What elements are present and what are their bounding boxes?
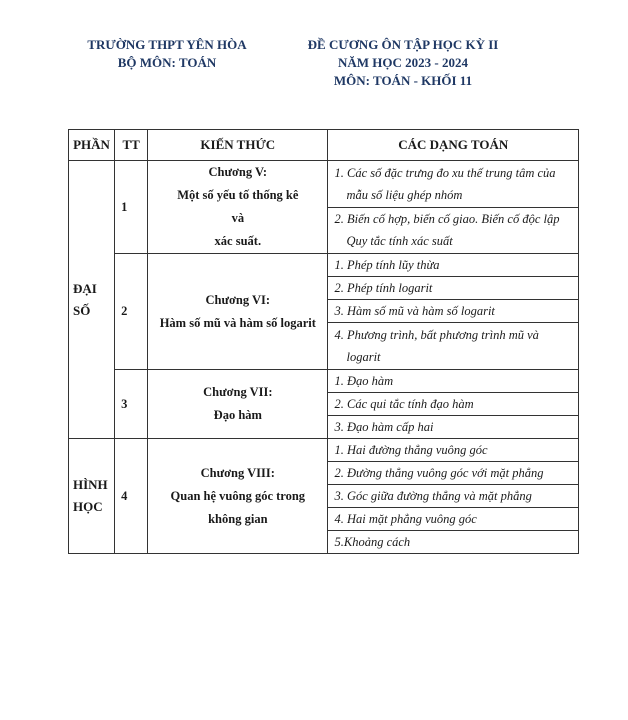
knowledge-line: Chương VI: — [205, 292, 271, 307]
chapter-knowledge — [148, 439, 328, 554]
knowledge-line: không gian — [208, 511, 268, 526]
knowledge-line: Chương VII: — [203, 385, 273, 399]
knowledge-line: và — [231, 211, 245, 225]
topic-item: 2. Phép tính logarit — [328, 277, 579, 300]
section-label-line: HỌC — [73, 499, 103, 514]
chapter-knowledge — [148, 161, 328, 254]
chapter-knowledge — [148, 370, 328, 439]
chapter-number: 2 — [115, 254, 148, 370]
school-year: NĂM HỌC 2023 - 2024 — [338, 55, 468, 70]
topic-item: 1. Phép tính lũy thừa — [328, 254, 579, 277]
chapter-knowledge — [148, 254, 328, 370]
topic-item: 2. Các qui tắc tính đạo hàm — [328, 393, 579, 416]
chapter-number: 4 — [115, 439, 148, 554]
column-header-knowledge: KIẾN THỨC — [148, 130, 328, 161]
document-title: ĐỀ CƯƠNG ÔN TẬP HỌC KỲ II — [307, 37, 499, 52]
topic-item: 3. Góc giữa đường thẳng và mặt phẳng — [328, 485, 579, 508]
knowledge-line: Một số yếu tố thống kê — [177, 188, 299, 202]
knowledge-line: Hàm số mũ và hàm số logarit — [159, 315, 316, 330]
section-label-line: SỐ — [73, 302, 91, 318]
topic-text: 4. Phương trình, bất phương trình mũ và logarit — [334, 328, 539, 364]
section-algebra — [69, 161, 115, 439]
school-name: TRƯỜNG THPT YÊN HÒA — [87, 37, 247, 52]
topic-item — [328, 323, 579, 370]
knowledge-line: xác suất. — [214, 234, 262, 248]
topic-item: 2. Đường thẳng vuông góc với mặt phẳng — [328, 462, 579, 485]
section-geometry — [69, 439, 115, 554]
column-header-number: TT — [115, 130, 148, 161]
topic-item: 5.Khoảng cách — [328, 531, 579, 554]
topic-item: 4. Hai mặt phẳng vuông góc — [328, 508, 579, 531]
table-header-row — [69, 130, 579, 161]
topic-item: 1. Đạo hàm — [328, 370, 579, 393]
section-label-line: HÌNH — [73, 477, 108, 492]
topic-item: 1. Hai đường thẳng vuông góc — [328, 439, 579, 462]
header-right — [298, 36, 508, 90]
topic-item: 3. Hàm số mũ và hàm số logarit — [328, 300, 579, 323]
knowledge-line: Chương V: — [208, 165, 268, 179]
table-row — [69, 254, 579, 277]
column-header-section: PHẦN — [69, 130, 115, 161]
table-row — [69, 439, 579, 462]
header-left — [72, 36, 262, 72]
chapter-number: 1 — [115, 161, 148, 254]
topic-text: 1. Các số đặc trưng đo xu thế trung tâm của mẫu số liệu ghép nhóm — [334, 165, 556, 202]
subject-grade: MÔN: TOÁN - KHỐI 11 — [333, 73, 473, 88]
department-name: BỘ MÔN: TOÁN — [117, 55, 217, 70]
table-row — [69, 161, 579, 208]
syllabus-table — [68, 129, 579, 554]
chapter-number: 3 — [115, 370, 148, 439]
knowledge-line: Quan hệ vuông góc trong — [170, 488, 306, 503]
topic-item: 3. Đạo hàm cấp hai — [328, 416, 579, 439]
section-label-line: ĐẠI — [73, 280, 97, 296]
knowledge-line: Chương VIII: — [200, 465, 275, 480]
topic-item — [328, 207, 579, 254]
table-row — [69, 370, 579, 393]
topic-text: 2. Biến cố hợp, biến cố giao. Biến cố độc lập Quy tắc tính xác suất — [334, 212, 560, 249]
column-header-problem-types: CÁC DẠNG TOÁN — [328, 130, 579, 161]
knowledge-line: Đạo hàm — [213, 408, 262, 422]
topic-item — [328, 161, 579, 208]
